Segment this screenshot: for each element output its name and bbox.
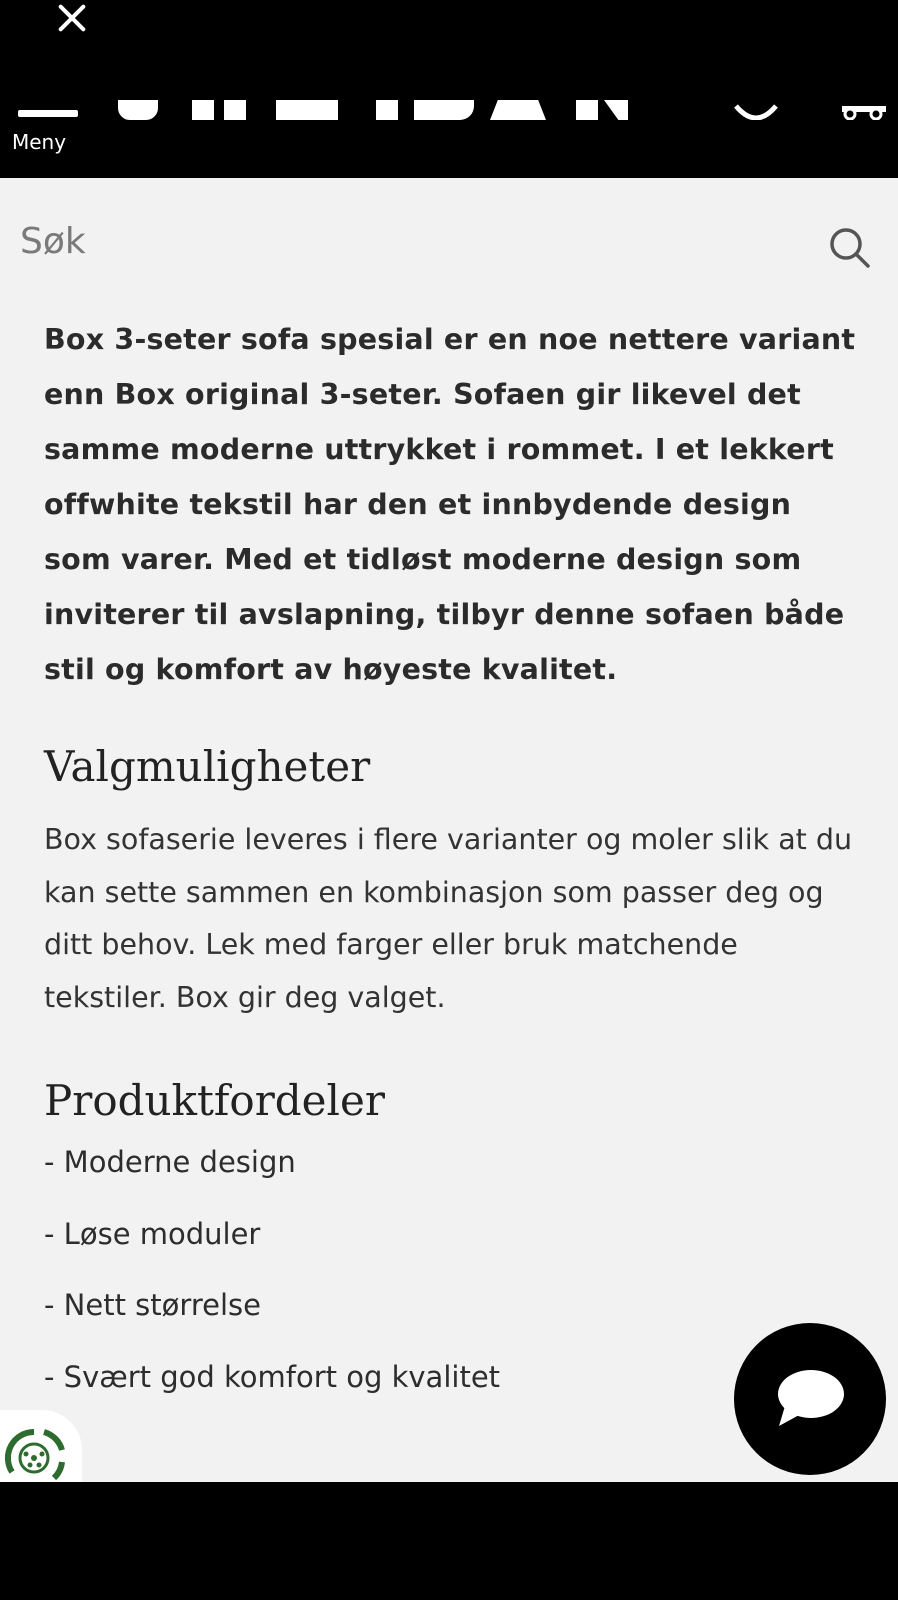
menu-label: Meny [12,130,67,154]
search-bar [0,178,898,278]
menu-button[interactable] [10,104,80,158]
account-icon[interactable] [732,96,780,120]
cart-icon[interactable] [842,96,886,120]
product-description: Box 3-seter sofa spesial er en noe nettere variant enn Box original 3-seter. Sofaen gir likevel det samme moderne uttrykket i rommet. I et lekkert offwhite tekstil har den et innbydende design som varer. Med et tidløst moderne design som inviterer til avslapning, tilbyr denne sofaen både stil og komfort av høyeste kvalitet. [44,323,856,686]
search-input[interactable] [20,218,800,264]
sustainability-badge[interactable] [0,1410,82,1482]
close-icon[interactable] [52,0,92,36]
top-bar [0,0,898,178]
hamburger-icon [18,110,78,117]
list-item: - Svært god komfort og kvalitet [44,1359,501,1394]
options-text: Box sofaserie leveres i flere varianter og moler slik at du kan sette sammen en kombinasjon som passer deg og ditt behov. Lek med farger eller bruk matchende tekstiler. Box gir deg valget. [44,823,853,1014]
list-item: - Løse moduler [44,1216,261,1251]
logo[interactable] [118,100,628,120]
product-details [0,178,898,1482]
chat-bubble-icon [775,1368,845,1430]
bottom-area [0,1482,898,1600]
list-item: - Nett størrelse [44,1288,261,1322]
search-icon[interactable] [828,226,872,270]
chat-button[interactable] [734,1323,886,1475]
benefits-list [44,1142,744,1428]
sustainability-badge-icon [0,1410,82,1482]
benefits-heading: Produktfordeler [44,1076,385,1125]
list-item: - Moderne design [44,1145,296,1179]
options-heading: Valgmuligheter [44,742,371,791]
